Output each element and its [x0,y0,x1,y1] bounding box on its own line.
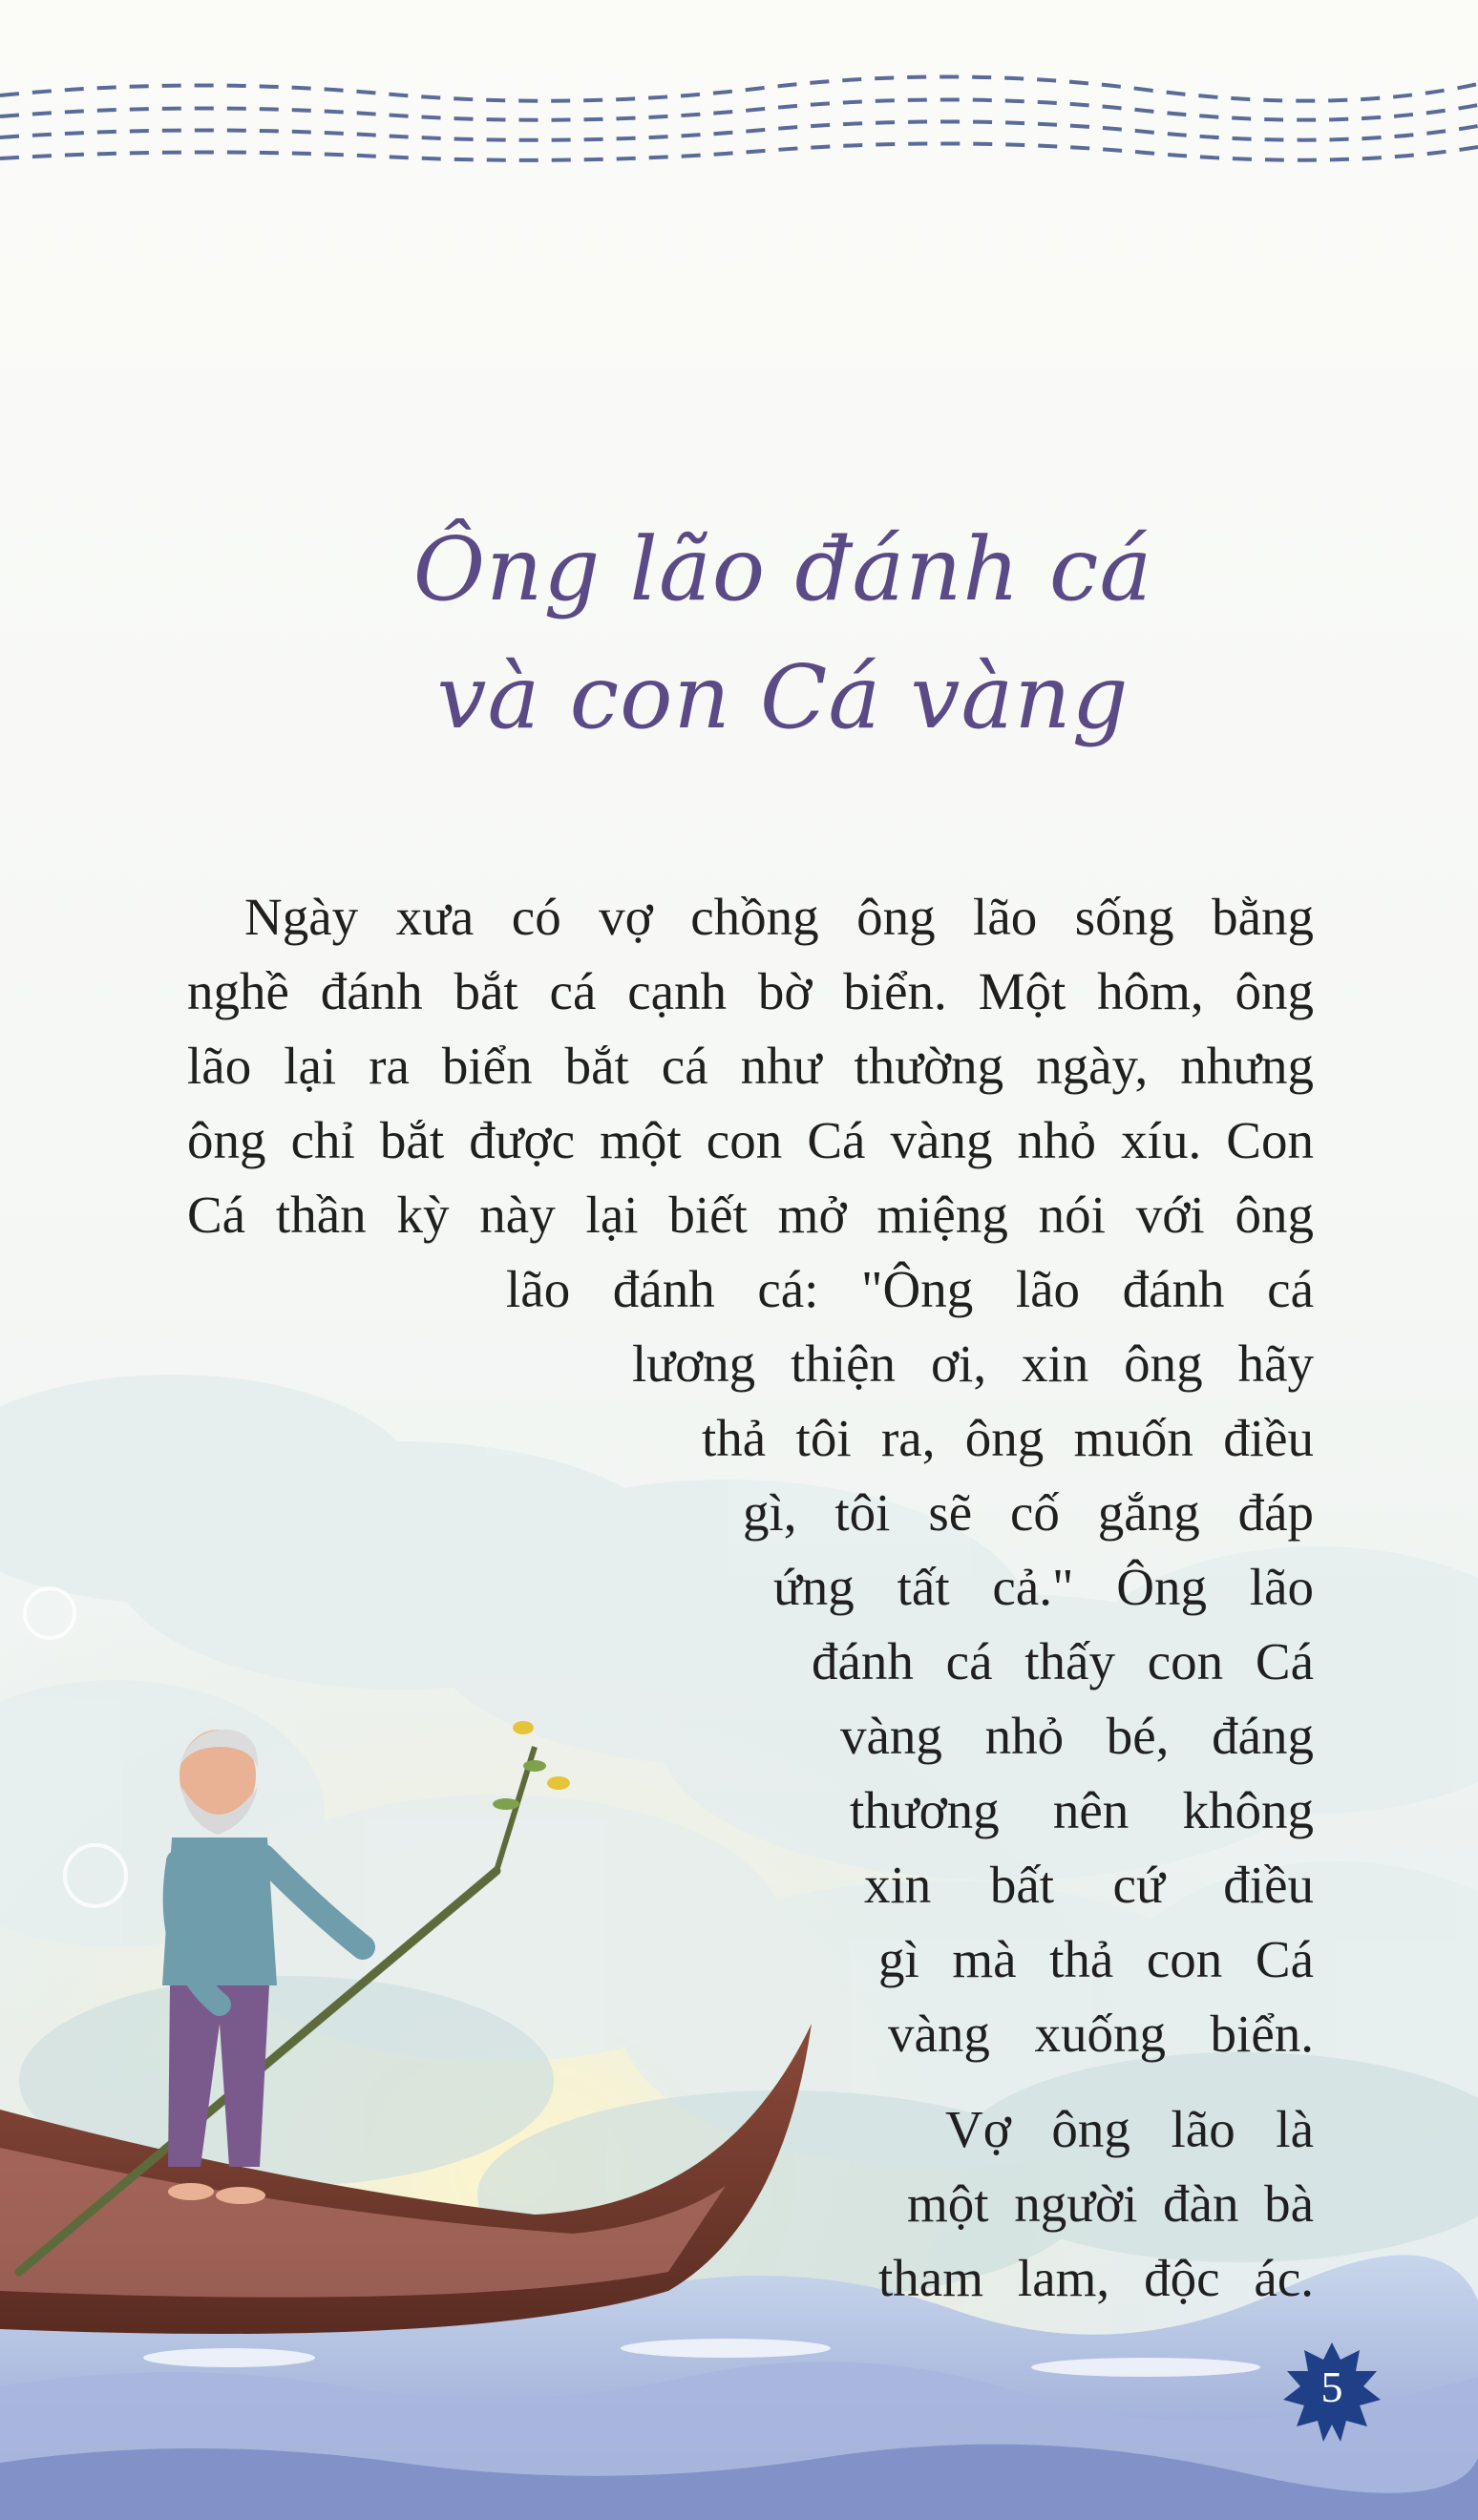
body-line: thương nên không [850,1781,1314,1839]
body-line: ông chỉ bắt được một con Cá vàng nhỏ xíu. Con [187,1111,1314,1169]
body-line: vàng xuống biển. [888,2005,1314,2063]
body-line: lão lại ra biển bắt cá như thường ngày, nhưng [187,1037,1314,1095]
body-line: thả tôi ra, ông muốn điều [702,1409,1314,1467]
body-line: Cá thần kỳ này lại biết mở miệng nói với ông [187,1186,1314,1244]
page-number: 5 [1320,2362,1343,2411]
story-title-line-2: và con Cá vàng [436,646,1130,748]
body-line: lão đánh cá: "Ông lão đánh cá [506,1260,1314,1318]
story-title-line-1: Ông lão đánh cá [412,518,1153,620]
body-line: vàng nhỏ bé, đáng [840,1707,1314,1765]
body-line: Ngày xưa có vợ chồng ông lão sống bằng [244,888,1314,946]
body-line: gì, tôi sẽ cố gắng đáp [743,1483,1314,1542]
body-line: xin bất cứ điều [864,1856,1314,1914]
body-line: một người đàn bà [907,2174,1314,2233]
body-line: Vợ ông lão là [945,2100,1314,2158]
story-title [363,506,1203,762]
page-number-badge [1279,2341,1384,2446]
body-line: gì mà thả con Cá [878,1930,1314,1988]
body-line: ứng tất cả." Ông lão [773,1558,1314,1616]
body-line: lương thiện ơi, xin ông hãy [632,1334,1314,1393]
body-line: tham lam, độc ác. [878,2249,1314,2307]
body-line: nghề đánh bắt cá cạnh bờ biển. Một hôm, ông [187,962,1314,1020]
body-line: đánh cá thấy con Cá [812,1632,1314,1690]
